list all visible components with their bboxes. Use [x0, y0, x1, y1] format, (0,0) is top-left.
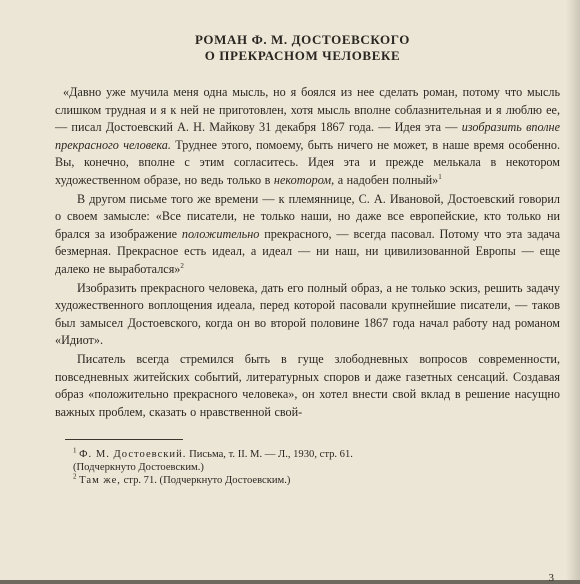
chapter-title-line-1: РОМАН Ф. М. ДОСТОЕВСКОГО: [194, 32, 411, 47]
paragraph-1: [55, 84, 560, 190]
chapter-title-line-2: О ПРЕКРАСНОМ ЧЕЛОВЕКЕ: [204, 48, 401, 63]
page-edge-shadow: [566, 0, 580, 580]
footnote-ref-2: 2: [180, 261, 184, 270]
footnote-2-text: стр. 71. (Подчеркнуто Достоевским.): [120, 475, 291, 487]
paragraph-1-italic: изобразить вполне прекрасного человека.: [55, 120, 561, 152]
footnote-divider: [65, 439, 183, 440]
paragraph-2-italic: положительно: [181, 226, 260, 241]
paragraph-1-text-b: Труднее этого, помоему, быть ничего не может, в наше время особенно. Вы, конечно, вполне с этим согласитесь. Идея эта и прежде мелькала в некотором художественном образе, но ведь только в: [55, 137, 561, 187]
footnote-1-mark: 1: [73, 446, 77, 455]
footnote-2: [55, 474, 560, 487]
footnote-2-mark: 2: [73, 472, 77, 481]
paragraph-1-italic-2: некотором,: [273, 172, 335, 187]
chapter-title: [55, 32, 560, 64]
paragraph-2: [55, 191, 560, 279]
footnote-1: [55, 448, 560, 474]
page-number: 3: [548, 572, 554, 584]
paragraph-2-text-a: В другом письме того же времени — к племяннице, С. А. Ивановой, Достоевский говорил о своем замысле: «Все писатели, не только наши, но даже все европейские, кто только ни брался за изображение: [55, 191, 560, 241]
paragraph-3: Изобразить прекрасного человека, дать его полный образ, а не только эскиз, решить задачу художественного воплощения идеала, перед которой пасовали крупнейшие писатели, — таков был замысел Достоевского, когда он во второй половине 1867 года начал работу над романом «Идиот».: [55, 280, 560, 348]
paragraph-2-text-b: прекрасного, — всегда пасовал. Потому что эта задача безмерная. Прекрасное есть идеал, а идеал — ни наш, ни цивилизованной Европы — еще далеко не выработался»: [55, 226, 560, 276]
footnote-1-text: Письма, т. II. М. — Л., 1930, стр. 61.: [186, 449, 353, 461]
paragraph-1-text-a: «Давно уже мучила меня одна мысль, но я боялся из нее сделать роман, потому что мысль слишком трудная и я к ней не приготовлен, хотя мысль вполне соблазнительная и я люблю ее,— писал Достоевский А. Н. Майкову 31 декабря 1867 года. — Идея эта —: [55, 85, 560, 135]
footnotes: [55, 448, 560, 487]
paragraph-4: Писатель всегда стремился быть в гуще злободневных вопросов современности, повседневных житейских событий, литературных споров и даже газетных сенсаций. Создавая образ «положительно прекрасного человека», он хотел внести свой вклад в решение насущно важных проблем, сказать о нравственной свой-: [55, 351, 560, 419]
footnote-2-reference: Там же,: [79, 475, 121, 487]
footnote-1-line-2: (Подчеркнуто Достоевским.): [73, 462, 204, 474]
body-text: [55, 84, 560, 421]
paragraph-1-text-c: а надобен полный»: [334, 172, 439, 187]
footnote-1-author: Ф. М. Достоевский.: [79, 449, 187, 461]
footnote-ref-1: 1: [438, 172, 442, 181]
